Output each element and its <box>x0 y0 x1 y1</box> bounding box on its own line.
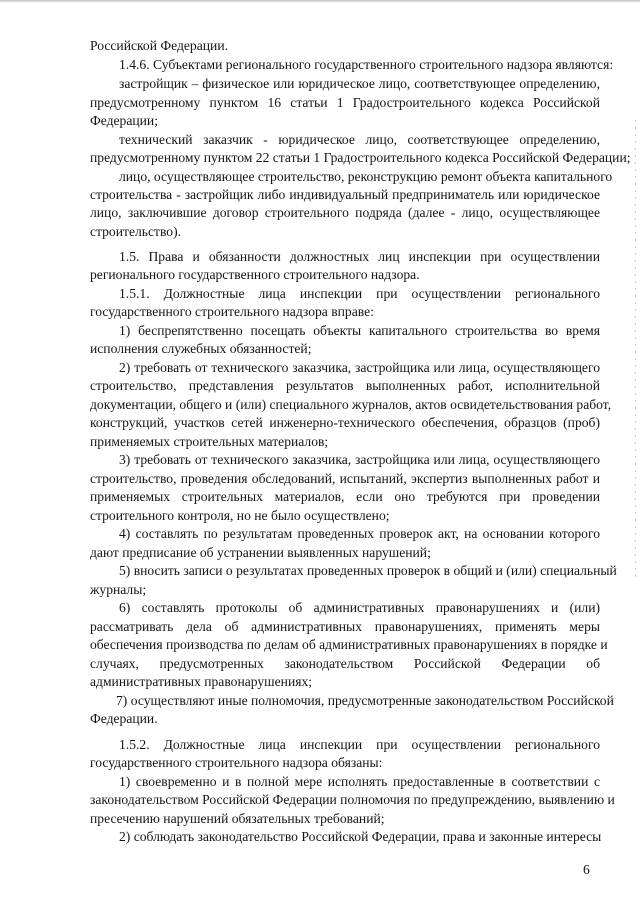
text-line: строительство, проведения обследований, испытаний, экспертиз выполненных работ и <box>90 471 600 486</box>
text-line: применяемых строительных материалов; <box>90 434 329 449</box>
text-line: 5) вносить записи о результатах проведенных проверок в общий и (или) специальный <box>119 563 617 578</box>
text-line: строительства - застройщик либо индивидуальный предприниматель или юридическое <box>90 187 600 202</box>
text-line: 1) своевременно и в полной мере исполнять предоставленные в соответствии с <box>119 774 600 789</box>
text-line: государственного строительного надзора вправе: <box>90 304 374 319</box>
text-line: 2) соблюдать законодательство Российской Федерации, права и законные интересы <box>119 829 602 844</box>
text-line: 1.5.1. Должностные лица инспекции при осуществлении регионального <box>119 286 600 301</box>
text-line: случаях, предусмотренных законодательством Российской Федерации об <box>90 656 600 671</box>
text-line: 1.5.2. Должностные лица инспекции при осуществлении регионального <box>119 737 600 752</box>
text-line: технический заказчик - юридическое лицо, соответствующее определению, <box>119 132 600 147</box>
text-line: 1) беспрепятственно посещать объекты капитального строительства во время <box>119 323 600 338</box>
text-line: исполнения служебных обязанностей; <box>90 341 312 356</box>
text-line: строительство, представления результатов выполненных работ, исполнительной <box>90 378 600 393</box>
text-line: строительного контроля, но не было осуществлено; <box>90 508 390 523</box>
text-line: журналы; <box>90 582 147 597</box>
text-line: Российской Федерации. <box>90 38 228 53</box>
text-line: дают предписание об устранении выявленных нарушений; <box>90 545 431 560</box>
text-line: законодательством Российской Федерации полномочия по предупреждению, выявлению и <box>90 792 615 807</box>
text-line: государственного строительного надзора обязаны: <box>90 755 383 770</box>
text-line: регионального государственного строительного надзора. <box>90 267 420 282</box>
text-line: предусмотренному пунктом 16 статьи 1 Градостроительного кодекса Российской <box>90 95 600 110</box>
text-line: пресечению нарушений обязательных требований; <box>90 811 385 826</box>
text-line: предусмотренному пунктом 22 статьи 1 Градостроительного кодекса Российской Федерации; <box>90 150 631 165</box>
text-line: 7) осуществляют иные полномочия, предусмотренные законодательством Российской <box>116 693 614 708</box>
text-line: 6) составлять протоколы об административных правонарушениях и (или) <box>119 600 600 615</box>
text-line: строительство). <box>90 224 181 239</box>
text-line: застройщик – физическое или юридическое лицо, соответствующее определению, <box>119 76 600 91</box>
text-line: Федерации; <box>90 113 158 128</box>
text-line: рассматривать дела об административных правонарушениях, применять меры <box>90 619 600 634</box>
text-line: 4) составлять по результатам проведенных проверок акт, на основании которого <box>119 526 600 541</box>
text-line: административных правонарушениях; <box>90 674 313 689</box>
text-line: 1.5. Права и обязанности должностных лиц инспекции при осуществлении <box>119 249 600 264</box>
text-line: применяемых строительных материалов, если оно требуются при проведении <box>90 489 600 504</box>
page-number: 6 <box>583 862 590 877</box>
text-line: 1.4.6. Субъектами регионального государственного строительного надзора являются: <box>119 57 614 72</box>
text-line: обеспечения производства по делам об административных правонарушениях в порядке и <box>90 637 608 652</box>
text-line: лицо, заключившие договор строительного подряда (далее - лицо, осуществляющее <box>90 205 600 220</box>
text-line: документации, общего и (или) специального журналов, актов освидетельствования работ, <box>90 397 612 412</box>
text-line: конструкций, участков сетей инженерно-технического обеспечения, образцов (проб) <box>90 415 600 430</box>
text-line: 3) требовать от технического заказчика, застройщика или лица, осуществляющего <box>119 452 600 467</box>
text-line: 2) требовать от технического заказчика, застройщика или лица, осуществляющего <box>119 360 600 375</box>
text-line: Федерации. <box>90 711 158 726</box>
text-line: лицо, осуществляющее строительство, реконструкцию ремонт объекта капитального <box>119 169 613 184</box>
